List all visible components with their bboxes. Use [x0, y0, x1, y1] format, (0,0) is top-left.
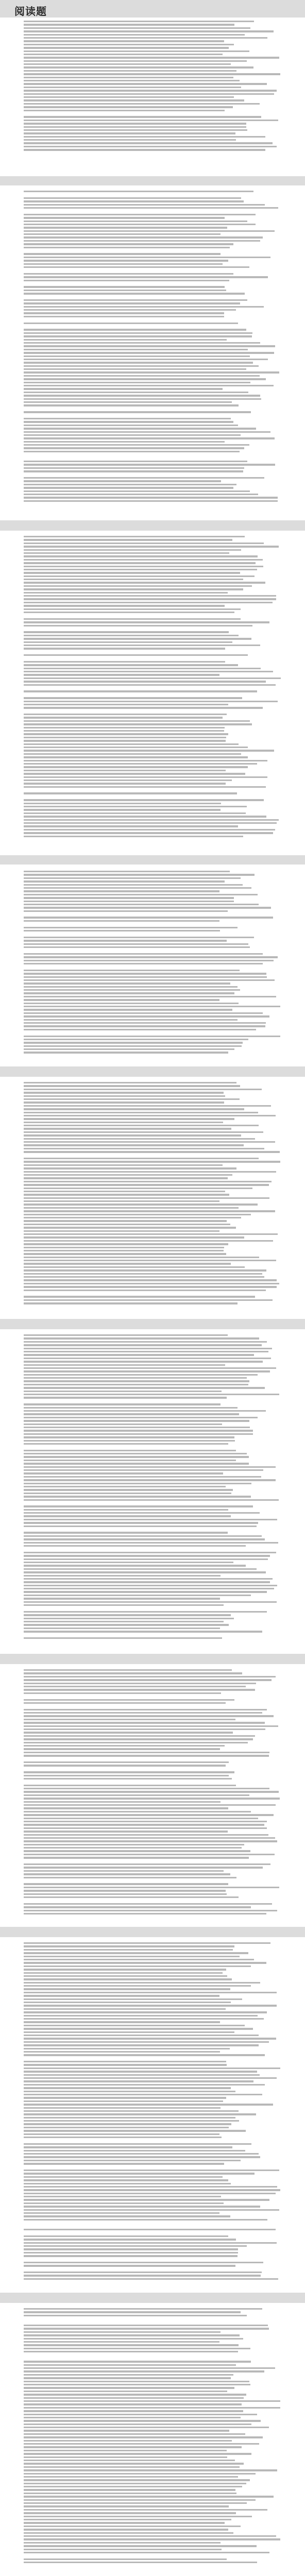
page-separator	[0, 1319, 305, 1329]
page-separator	[0, 1927, 305, 1937]
text-line	[24, 836, 281, 839]
text-line	[24, 2278, 281, 2281]
text-line	[24, 1029, 281, 1032]
text-line	[24, 1545, 281, 1548]
text-line	[24, 684, 281, 687]
text-line	[24, 1290, 281, 1293]
text-line	[24, 1499, 281, 1502]
text-line	[24, 1052, 281, 1055]
text-block	[24, 1942, 281, 2281]
text-line	[24, 2552, 281, 2555]
text-line	[24, 1302, 281, 1306]
text-line	[24, 946, 281, 950]
text-block	[24, 1669, 281, 1916]
text-line	[24, 266, 281, 269]
text-line	[24, 411, 281, 414]
page-separator	[0, 2293, 305, 2303]
text-line	[24, 191, 281, 194]
text-line	[24, 1631, 281, 1634]
text-line	[24, 207, 281, 210]
text-line	[24, 2562, 281, 2565]
text-line	[24, 1637, 281, 1640]
text-line	[24, 2219, 281, 2222]
page-separator	[0, 855, 305, 865]
text-line	[24, 963, 281, 966]
text-line	[24, 1913, 281, 1916]
text-block	[24, 191, 281, 503]
text-line	[24, 1526, 281, 1529]
text-line	[24, 500, 281, 503]
text-line	[24, 690, 281, 693]
page-title: 阅读题	[14, 5, 47, 18]
text-block	[24, 1082, 281, 1306]
text-line	[24, 786, 281, 789]
text-line	[24, 707, 281, 710]
text-block	[24, 1334, 281, 1640]
text-line	[24, 654, 281, 657]
text-line	[24, 2315, 281, 2318]
page-separator	[0, 176, 305, 185]
text-line	[24, 1755, 281, 1758]
text-line	[24, 1151, 281, 1154]
page-separator	[0, 1654, 305, 1664]
page-separator	[0, 520, 305, 531]
text-line	[24, 2229, 281, 2232]
text-block	[24, 21, 281, 152]
text-block	[24, 2308, 281, 2565]
text-line	[24, 149, 281, 152]
text-block	[24, 871, 281, 1055]
page-separator	[0, 1066, 305, 1077]
text-line	[24, 1857, 281, 1860]
text-line	[24, 470, 281, 473]
text-line	[24, 293, 281, 296]
text-line	[24, 625, 281, 628]
text-line	[24, 2054, 281, 2057]
text-block	[24, 536, 281, 839]
